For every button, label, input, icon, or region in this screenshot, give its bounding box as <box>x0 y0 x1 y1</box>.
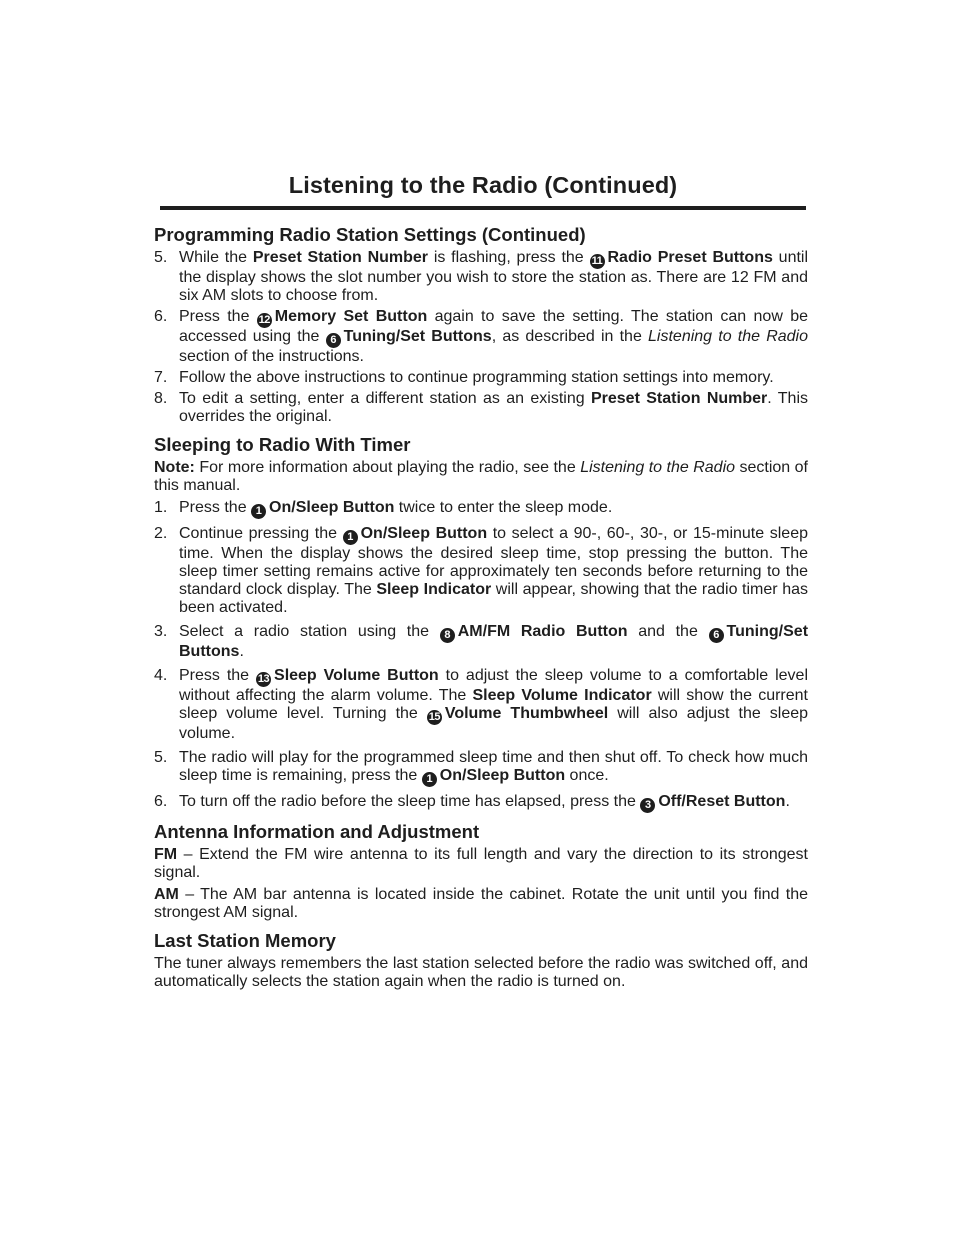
step-text: The radio will play for the programmed sleep time and then shut off. To check how much sleep time is remaining, press the <box>179 749 808 784</box>
title-rule <box>160 206 806 210</box>
page-content <box>154 224 808 991</box>
programming-step-5 <box>154 249 808 305</box>
programming-steps <box>154 249 808 426</box>
note-italic: Listening to the Radio <box>580 459 736 476</box>
step-italic: Listening to the Radio <box>648 328 808 345</box>
sleeping-step-2 <box>154 525 808 617</box>
step-text: Follow the above instructions to continue programming station settings into memory. <box>179 369 774 386</box>
step-text: will appear, showing that the radio timer has been activated. <box>179 581 808 616</box>
step-number: 7. <box>154 369 168 386</box>
step-bold: AM/FM Radio Button <box>457 623 628 640</box>
step-text: will show the current sleep volume level. Turning the <box>179 687 808 722</box>
memory-paragraph: The tuner always remembers the last station selected before the radio was switched off, and automatically selects the station again when the radio is turned on. <box>154 955 808 990</box>
step-number: 8. <box>154 390 168 407</box>
button-number-icon: 6 <box>326 333 341 348</box>
sleeping-section <box>154 434 808 813</box>
step-text: . <box>785 793 790 810</box>
step-text: . <box>239 643 244 660</box>
sleeping-step-4 <box>154 667 808 743</box>
step-number: 6. <box>154 793 168 810</box>
button-number-icon: 15 <box>428 711 440 723</box>
programming-section <box>154 224 808 426</box>
step-text: Press the <box>179 667 257 684</box>
step-bold: Off/Reset Button <box>658 793 786 810</box>
antenna-fm-paragraph <box>154 846 808 882</box>
programming-step-7 <box>154 369 808 387</box>
step-number: 2. <box>154 525 168 542</box>
antenna-am-paragraph <box>154 886 808 922</box>
step-bold: On/Sleep Button <box>360 525 488 542</box>
antenna-heading: Antenna Information and Adjustment <box>154 821 480 842</box>
programming-step-8 <box>154 390 808 426</box>
step-bold: Memory Set Button <box>274 308 428 325</box>
am-text: – The AM bar antenna is located inside the cabinet. Rotate the unit until you find the strongest AM signal. <box>154 886 808 921</box>
sleeping-steps <box>154 499 808 813</box>
programming-step-6 <box>154 308 808 366</box>
step-bold: On/Sleep Button <box>269 499 395 516</box>
step-number: 5. <box>154 749 168 766</box>
page-title: Listening to the Radio (Continued) <box>288 172 678 198</box>
step-text: . This overrides the original. <box>179 390 809 425</box>
step-number: 5. <box>154 249 168 266</box>
step-bold: On/Sleep Button <box>439 767 566 784</box>
step-text: While the <box>179 249 253 266</box>
sleeping-note <box>154 459 808 495</box>
button-number-icon: 1 <box>422 772 437 787</box>
button-number-icon: 12 <box>258 314 270 326</box>
sleeping-step-5 <box>154 749 808 787</box>
step-number: 4. <box>154 667 168 684</box>
step-bold: Sleep Indicator <box>376 581 492 598</box>
button-number-icon: 3 <box>640 798 655 813</box>
button-number-icon: 6 <box>709 628 724 643</box>
step-text: section of the instructions. <box>179 348 364 365</box>
step-number: 6. <box>154 308 168 325</box>
antenna-section <box>154 821 808 922</box>
fm-label: FM <box>154 846 178 863</box>
step-text: , as described in the <box>491 328 649 345</box>
note-text: section of this manual. <box>154 459 808 494</box>
step-bold: Sleep Volume Indicator <box>472 687 652 704</box>
step-text: To edit a setting, enter a different station as an existing <box>179 390 591 407</box>
step-number: 1. <box>154 499 168 516</box>
step-bold: Preset Station Number <box>252 249 429 266</box>
note-label: Note: <box>154 459 195 476</box>
step-text: once. <box>565 767 609 784</box>
memory-section <box>154 930 808 991</box>
step-text: Select a radio station using the <box>179 623 440 640</box>
step-bold: Radio Preset Buttons <box>607 249 773 266</box>
step-text: Continue pressing the <box>179 525 343 542</box>
fm-text: – Extend the FM wire antenna to its full length and vary the direction to its strongest signal. <box>154 846 808 881</box>
step-text: Press the <box>179 308 257 325</box>
am-label: AM <box>154 886 179 903</box>
step-text: Press the <box>179 499 252 516</box>
step-text: will also adjust the sleep volume. <box>179 705 809 742</box>
step-text: until the display shows the slot number you wish to store the station as. There are 12 FM and six AM slots to choose from. <box>179 249 809 304</box>
step-text: and the <box>627 623 709 640</box>
button-number-icon: 1 <box>343 530 358 545</box>
button-number-icon: 8 <box>440 628 455 643</box>
memory-heading: Last Station Memory <box>154 930 336 951</box>
step-bold: Sleep Volume Button <box>274 667 439 684</box>
button-number-icon: 11 <box>590 254 605 269</box>
note-text: For more information about playing the radio, see the <box>194 459 581 476</box>
sleeping-step-1 <box>154 499 808 519</box>
programming-heading: Programming Radio Station Settings (Continued) <box>154 224 586 245</box>
step-text: is flashing, press the <box>428 249 590 266</box>
sleeping-step-6 <box>154 793 808 813</box>
button-number-icon: 13 <box>257 673 270 685</box>
sleeping-heading: Sleeping to Radio With Timer <box>154 434 411 455</box>
step-number: 3. <box>154 623 168 640</box>
sleeping-step-3 <box>154 623 808 661</box>
step-bold: Tuning/Set Buttons <box>343 328 492 345</box>
step-bold: Preset Station Number <box>590 390 768 407</box>
button-number-icon: 1 <box>251 504 266 519</box>
step-text: twice to enter the sleep mode. <box>394 499 613 516</box>
step-text: to select a 90-, 60-, 30-, or 15-minute sleep time. When the display shows the desired sleep time, stop pressing the button. The sleep timer setting remains active for approximately ten seconds before returning to the standard clock display. The <box>179 525 808 598</box>
step-text: again to save the setting. The station can now be accessed using the <box>179 308 808 345</box>
step-text: To turn off the radio before the sleep time has elapsed, press the <box>179 793 641 810</box>
step-text: to adjust the sleep volume to a comfortable level without affecting the alarm volume. The <box>179 667 809 704</box>
step-bold: Volume Thumbwheel <box>444 705 609 722</box>
step-bold: Tuning/Set Buttons <box>179 623 809 660</box>
